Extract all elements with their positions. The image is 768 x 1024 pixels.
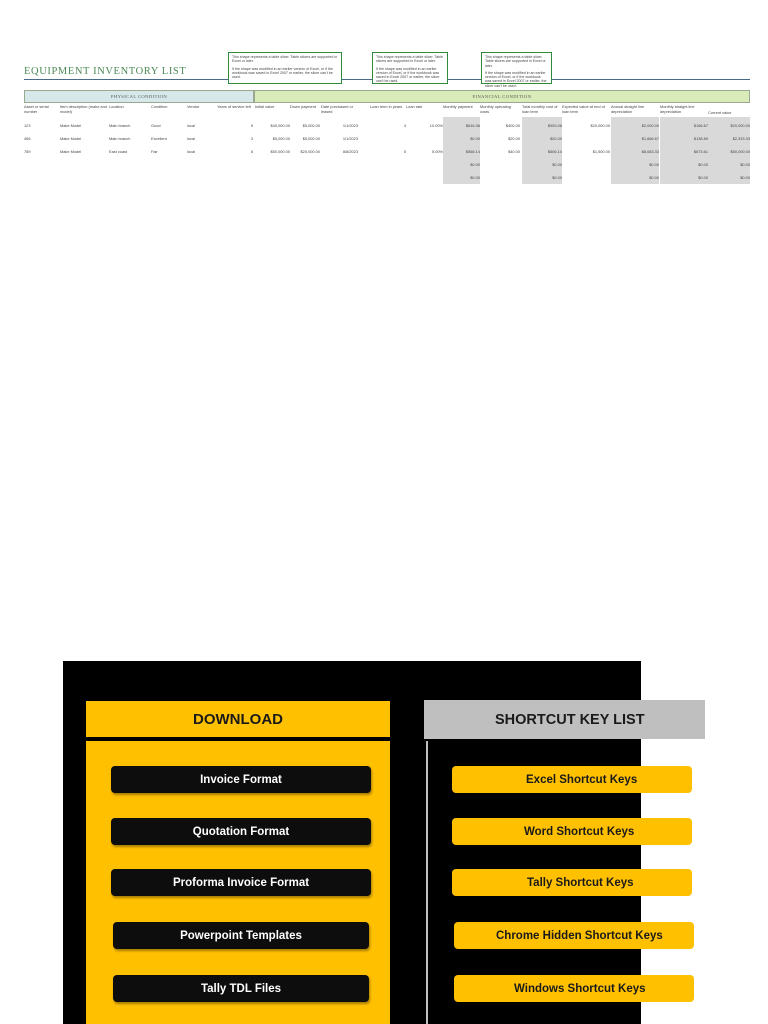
table-cell[interactable]: 5.00% [431,149,443,154]
slicer-note-text: This shape represents a table slicer. Table slicers are supported in Excel or later. [485,55,546,68]
download-proforma-invoice-button[interactable]: Proforma Invoice Format [111,869,371,896]
table-cell[interactable]: $616.36 [465,123,480,128]
slicer-note-1 [228,52,342,84]
table-cell[interactable]: $673.61 [693,149,708,154]
table-cell[interactable]: 789 [24,149,31,154]
table-cell[interactable]: $1,500.00 [592,149,610,154]
table-cell[interactable]: $50,000.00 [270,149,290,154]
column-header: Date purchased or leased [321,104,354,114]
table-cell[interactable]: $5,000.00 [302,123,320,128]
download-tally-tdl-files-button[interactable]: Tally TDL Files [113,975,369,1002]
table-cell[interactable]: $0.00 [698,162,708,167]
table-cell[interactable]: local [187,123,196,128]
table-cell[interactable]: $0.00 [740,175,750,180]
table-cell[interactable]: 8/8/2023 [342,149,358,154]
download-invoice-format-button[interactable]: Invoice Format [111,766,371,793]
column-header: Item description (make and model) [60,104,107,114]
column-header: Down payment [290,104,316,109]
column-header: Monthly payment [443,104,473,109]
table-cell[interactable]: $0.00 [649,175,659,180]
table-cell[interactable]: $20,000.00 [730,123,750,128]
column-header: Monthly straight line depreciation [660,104,695,114]
table-cell[interactable]: Make Model [60,136,82,141]
table-cell[interactable]: $5,000.00 [272,136,290,141]
slicer-note-text: If the shape was modified in an earlier version of Excel, or if the workbook was saved in Excel 2007 or earlier, the slicer can't be used. [376,66,440,84]
table-cell[interactable]: $40.00 [508,149,520,154]
table-cell[interactable]: $400.00 [505,123,520,128]
column-header: Condition [151,104,168,109]
table-cell[interactable]: $40,000.00 [270,123,290,128]
column-header: Years of service left [217,104,251,109]
table-cell[interactable]: $166.67 [693,123,708,128]
table-cell[interactable]: Make Model [60,149,82,154]
table-cell[interactable]: $50,000.00 [730,149,750,154]
table-cell[interactable]: $0.00 [552,162,562,167]
slicer-note-3 [481,52,552,88]
table-cell[interactable]: $0.00 [649,162,659,167]
column-header: Initial value [255,104,275,109]
table-cell[interactable]: 3 [250,136,253,141]
table-cell[interactable]: $20,000.00 [300,149,320,154]
table-cell[interactable]: $0.00 [552,175,562,180]
column-header: Annual straight line depreciation [611,104,645,114]
table-cell[interactable]: $0.00 [470,136,480,141]
group-header-physical: PHYSICAL CONDITION [24,90,254,103]
table-cell[interactable]: Make Model [60,123,82,128]
table-cell[interactable]: 5 [403,149,406,154]
table-cell[interactable]: Excellent [151,136,167,141]
column-header: Current value [708,110,732,115]
group-header-financial: FINANCIAL CONDITION [254,90,750,103]
table-cell[interactable]: $1,666.67 [641,136,659,141]
slicer-note-text: If the shape was modified in an earlier version of Excel, or if the workbook was saved in Excel 2007 or earlier, the slicer can't be used. [485,70,547,88]
column-header: Total monthly cost of loan term [522,104,558,114]
table-cell[interactable]: local [187,136,196,141]
slicer-note-2 [372,52,448,84]
table-cell[interactable]: 1/1/2023 [342,136,358,141]
table-cell[interactable]: $2,333.33 [732,136,750,141]
table-cell[interactable]: $953.06 [547,123,562,128]
table-cell[interactable]: $566.14 [465,149,480,154]
table-cell[interactable]: Main branch [109,136,131,141]
table-cell[interactable]: Main branch [109,123,131,128]
table-cell[interactable]: local [187,149,196,154]
excel-shortcut-keys-button[interactable]: Excel Shortcut Keys [452,766,692,793]
table-cell[interactable]: $20.00 [550,136,562,141]
column-header: Location [109,104,124,109]
column-header: Loan rate [406,104,423,109]
table-cell[interactable]: 456 [24,136,31,141]
table-cell[interactable]: Fair [151,149,158,154]
download-powerpoint-templates-button[interactable]: Powerpoint Templates [113,922,369,949]
table-cell[interactable]: $5,000.00 [302,136,320,141]
table-cell[interactable]: $2,000.00 [641,123,659,128]
table-cell[interactable]: $20,000.00 [590,123,610,128]
column-header: Loan term in years [370,104,403,109]
table-cell[interactable]: 123 [24,123,31,128]
table-cell[interactable]: 6 [250,149,253,154]
table-cell[interactable]: $0.00 [740,162,750,167]
table-cell[interactable]: East coast [109,149,128,154]
table-cell[interactable]: Good [151,123,161,128]
table-cell[interactable]: $0.00 [470,175,480,180]
windows-shortcut-keys-button[interactable]: Windows Shortcut Keys [454,975,694,1002]
slicer-note-text: If the shape was modified in an earlier version of Excel, or if the workbook was saved in Excel 2007 or earlier, the slicer can't be used. [232,66,333,80]
table-cell[interactable]: $0.00 [698,175,708,180]
download-header: DOWNLOAD [86,701,390,737]
shortcut-key-list-header: SHORTCUT KEY LIST [424,700,705,739]
slicer-note-text: This shape represents a table slicer. Table slicers are supported in Excel or later. [376,55,444,64]
column-header: Expected value at end of loan term [562,104,605,114]
table-cell[interactable]: 4 [403,123,406,128]
column-header: Monthly operating costs [480,104,511,114]
table-cell[interactable]: $606.14 [547,149,562,154]
table-cell[interactable]: 10.00% [429,123,443,128]
word-shortcut-keys-button[interactable]: Word Shortcut Keys [452,818,692,845]
table-cell[interactable]: $8,083.33 [641,149,659,154]
table-cell[interactable]: 5 [250,123,253,128]
table-cell[interactable]: 1/1/2023 [342,123,358,128]
column-header: Asset or serial number [24,104,49,114]
download-quotation-format-button[interactable]: Quotation Format [111,818,371,845]
slicer-note-text: This shape represents a table slicer. Table slicers are supported in Excel or later. [232,55,338,64]
table-cell[interactable]: $20.00 [508,136,520,141]
column-header: Vendor [187,104,200,109]
shortcut-panel [426,741,663,1024]
table-cell[interactable]: $0.00 [470,162,480,167]
table-cell[interactable]: $138.89 [693,136,708,141]
sheet-title: EQUIPMENT INVENTORY LIST [24,66,187,77]
tally-shortcut-keys-button[interactable]: Tally Shortcut Keys [452,869,692,896]
chrome-hidden-shortcut-keys-button[interactable]: Chrome Hidden Shortcut Keys [454,922,694,949]
